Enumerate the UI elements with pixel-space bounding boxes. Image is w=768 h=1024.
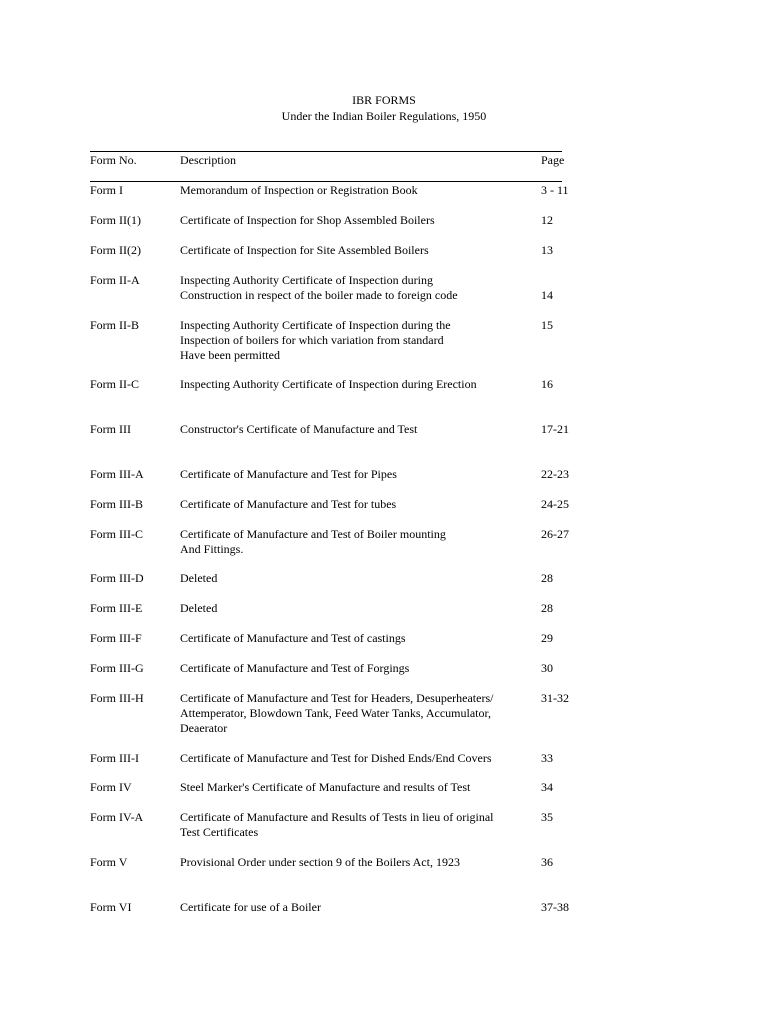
form-description [180, 243, 429, 258]
form-description-line: Deaerator [180, 721, 228, 735]
form-page-number: 31-32 [541, 691, 569, 705]
form-page-number: 17-21 [541, 422, 569, 436]
form-number: Form III [90, 422, 131, 436]
form-number: Form III-D [90, 571, 144, 585]
form-description [180, 900, 321, 915]
form-description [180, 571, 217, 586]
form-description [180, 497, 396, 512]
form-description-line: Provisional Order under section 9 of the Boilers Act, 1923 [180, 855, 460, 869]
form-description [180, 810, 494, 840]
form-number: Form V [90, 855, 128, 869]
form-page-number: 37-38 [541, 900, 569, 914]
form-description-line: Certificate of Manufacture and Test of Forgings [180, 661, 410, 675]
form-description-line: Inspecting Authority Certificate of Inspection during the [180, 318, 451, 332]
form-number: Form II(2) [90, 243, 141, 257]
form-description-line: Certificate of Manufacture and Test for Pipes [180, 467, 397, 481]
form-description-line: Construction in respect of the boiler made to foreign code [180, 288, 458, 302]
column-header-description: Description [180, 153, 236, 167]
form-description-line: Constructor's Certificate of Manufacture and Test [180, 422, 418, 436]
column-header-page: Page [541, 153, 565, 167]
form-description-line: Certificate of Manufacture and Test of castings [180, 631, 406, 645]
form-description-line: Certificate for use of a Boiler [180, 900, 321, 914]
form-page-number: 22-23 [541, 467, 569, 481]
form-description-line: Certificate of Manufacture and Test of Boiler mounting [180, 527, 446, 541]
document-title: IBR FORMS [352, 93, 416, 107]
form-description-line: Certificate of Inspection for Shop Assembled Boilers [180, 213, 435, 227]
form-description-line: Attemperator, Blowdown Tank, Feed Water Tanks, Accumulator, [180, 706, 491, 720]
form-number: Form IV-A [90, 810, 144, 824]
form-number: Form III-E [90, 601, 143, 615]
form-description [180, 467, 397, 482]
form-number: Form III-C [90, 527, 143, 541]
form-description [180, 855, 460, 870]
form-description-line: Steel Marker's Certificate of Manufacture and results of Test [180, 780, 471, 794]
form-number: Form III-H [90, 691, 144, 705]
form-number: Form II-B [90, 318, 139, 332]
form-description [180, 318, 451, 363]
form-page-number: 26-27 [541, 527, 569, 541]
form-number: Form III-B [90, 497, 143, 511]
form-page-number: 36 [541, 855, 553, 869]
form-page-number: 35 [541, 810, 553, 824]
header-bottom-rule [90, 181, 562, 182]
form-page-number: 30 [541, 661, 553, 675]
form-description-line: Deleted [180, 571, 218, 585]
form-description-line: Certificate of Inspection for Site Assembled Boilers [180, 243, 429, 257]
form-number: Form II(1) [90, 213, 141, 227]
form-page-number: 13 [541, 243, 553, 257]
form-number: Form III-A [90, 467, 144, 481]
form-description-line: Memorandum of Inspection or Registration Book [180, 183, 418, 197]
form-description [180, 691, 493, 736]
form-page-number: 24-25 [541, 497, 569, 511]
form-description-line: Have been permitted [180, 348, 280, 362]
form-description [180, 213, 435, 228]
form-description-line: Certificate of Manufacture and Test for Dished Ends/End Covers [180, 751, 492, 765]
form-page-number: 14 [541, 288, 553, 302]
form-number: Form I [90, 183, 123, 197]
form-page-number: 28 [541, 571, 553, 585]
form-description-line: Inspection of boilers for which variation from standard [180, 333, 444, 347]
header-top-rule [90, 151, 562, 152]
form-description [180, 377, 477, 392]
form-page-number: 3 - 11 [541, 183, 569, 197]
form-description [180, 631, 406, 646]
form-page-number: 34 [541, 780, 553, 794]
form-description-line: Deleted [180, 601, 218, 615]
form-description-line: Certificate of Manufacture and Test for Headers, Desuperheaters/ [180, 691, 494, 705]
form-number: Form II-C [90, 377, 139, 391]
form-description [180, 751, 492, 766]
form-description [180, 273, 458, 303]
form-number: Form III-I [90, 751, 139, 765]
form-description-line: Certificate of Manufacture and Results of Tests in lieu of original [180, 810, 494, 824]
form-description [180, 183, 418, 198]
form-description [180, 527, 446, 557]
form-number: Form II-A [90, 273, 140, 287]
form-description [180, 601, 217, 616]
form-description-line: Inspecting Authority Certificate of Inspection during [180, 273, 433, 287]
document-subtitle: Under the Indian Boiler Regulations, 1950 [281, 109, 487, 123]
form-description [180, 661, 409, 676]
form-page-number: 16 [541, 377, 553, 391]
form-description-line: And Fittings. [180, 542, 244, 556]
form-number: Form III-G [90, 661, 144, 675]
form-description-line: Certificate of Manufacture and Test for tubes [180, 497, 397, 511]
form-description [180, 780, 470, 795]
form-page-number: 28 [541, 601, 553, 615]
form-number: Form IV [90, 780, 132, 794]
form-page-number: 29 [541, 631, 553, 645]
form-number: Form VI [90, 900, 132, 914]
form-description [180, 422, 417, 437]
form-number: Form III-F [90, 631, 142, 645]
form-page-number: 12 [541, 213, 553, 227]
form-page-number: 15 [541, 318, 553, 332]
form-page-number: 33 [541, 751, 553, 765]
form-description-line: Test Certificates [180, 825, 259, 839]
column-header-form-no: Form No. [90, 153, 137, 167]
form-description-line: Inspecting Authority Certificate of Inspection during Erection [180, 377, 477, 391]
